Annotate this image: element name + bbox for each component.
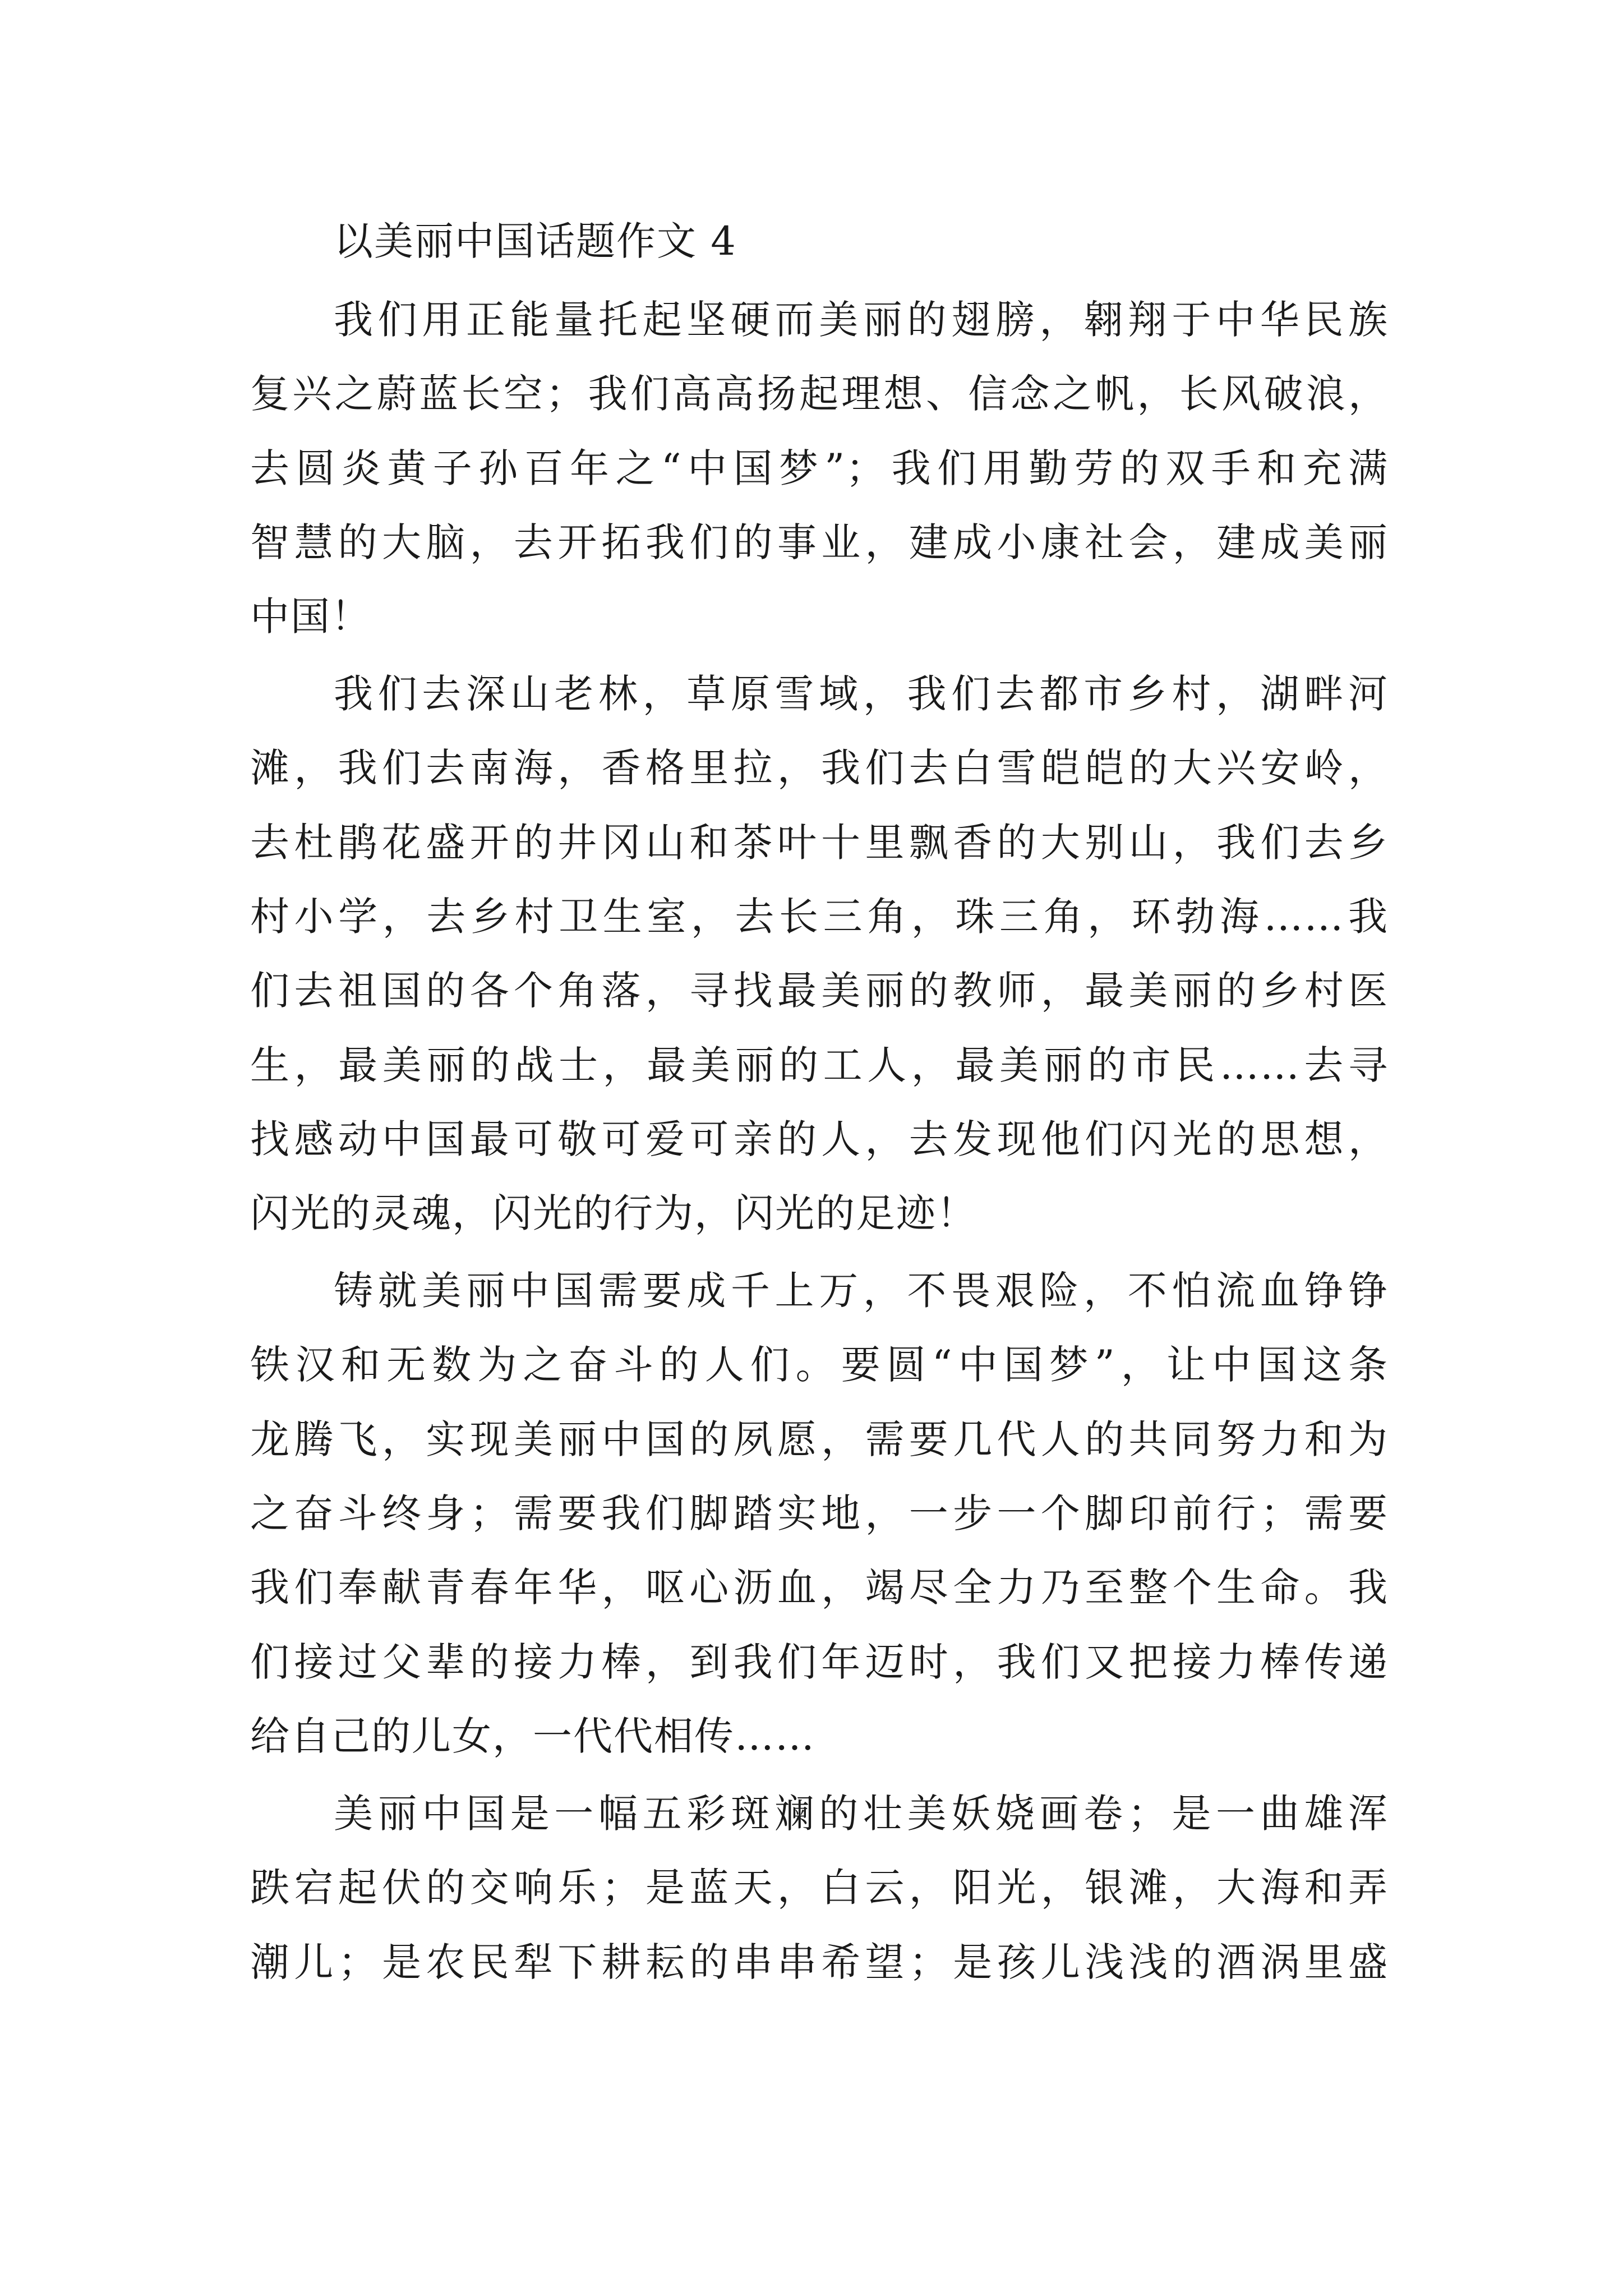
paragraph-3-line-1: 铸就美丽中国需要成千上万，不畏艰险，不怕流血铮铮 (334, 1268, 1389, 1314)
paragraph-3-line-4: 之奋斗终身；需要我们脚踏实地，一步一个脚印前行；需要 (250, 1490, 1389, 1536)
paragraph-2-line-7: 找感动中国最可敬可爱可亲的人，去发现他们闪光的思想， (250, 1116, 1389, 1162)
paragraph-2-line-3: 去杜鹃花盛开的井冈山和茶叶十里飘香的大别山，我们去乡 (250, 820, 1389, 866)
paragraph-2-line-2: 滩，我们去南海，香格里拉，我们去白雪皑皑的大兴安岭， (250, 745, 1389, 791)
paragraph-2-line-5: 们去祖国的各个角落，寻找最美丽的教师，最美丽的乡村医 (250, 968, 1389, 1014)
paragraph-2-line-4: 村小学，去乡村卫生室，去长三角，珠三角，环勃海……我 (250, 894, 1389, 940)
paragraph-1-line-3: 去圆炎黄子孙百年之“中国梦”；我们用勤劳的双手和充满 (250, 445, 1389, 491)
document-title: 以美丽中国话题作文 4 (334, 218, 737, 264)
paragraph-1-line-4: 智慧的大脑，去开拓我们的事业，建成小康社会，建成美丽 (250, 519, 1389, 565)
paragraph-3-line-3: 龙腾飞，实现美丽中国的夙愿，需要几代人的共同努力和为 (250, 1416, 1389, 1462)
paragraph-1-line-2: 复兴之蔚蓝长空；我们高高扬起理想、信念之帆，长风破浪， (250, 371, 1389, 417)
paragraph-2-line-6: 生，最美丽的战士，最美丽的工人，最美丽的市民……去寻 (250, 1042, 1389, 1088)
paragraph-1-line-1: 我们用正能量托起坚硬而美丽的翅膀，翱翔于中华民族 (334, 297, 1389, 343)
paragraph-3-line-5: 我们奉献青春年华，呕心沥血，竭尽全力乃至整个生命。我 (250, 1565, 1389, 1611)
paragraph-3-line-2: 铁汉和无数为之奋斗的人们。要圆“中国梦”，让中国这条 (250, 1342, 1389, 1388)
paragraph-2-line-8: 闪光的灵魂，闪光的行为，闪光的足迹！ (250, 1190, 977, 1236)
paragraph-4-line-1: 美丽中国是一幅五彩斑斓的壮美妖娆画卷；是一曲雄浑 (334, 1791, 1389, 1837)
paragraph-2-line-1: 我们去深山老林，草原雪域，我们去都市乡村，湖畔河 (334, 671, 1389, 717)
paragraph-1-line-5: 中国！ (250, 593, 371, 639)
paragraph-4-line-2: 跌宕起伏的交响乐；是蓝天，白云，阳光，银滩，大海和弄 (250, 1865, 1389, 1911)
paragraph-3-line-6: 们接过父辈的接力棒，到我们年迈时，我们又把接力棒传递 (250, 1639, 1389, 1685)
paragraph-3-line-7: 给自己的儿女，一代代相传…… (250, 1713, 815, 1759)
paragraph-4-line-3: 潮儿；是农民犁下耕耘的串串希望；是孩儿浅浅的酒涡里盛 (250, 1939, 1389, 1985)
